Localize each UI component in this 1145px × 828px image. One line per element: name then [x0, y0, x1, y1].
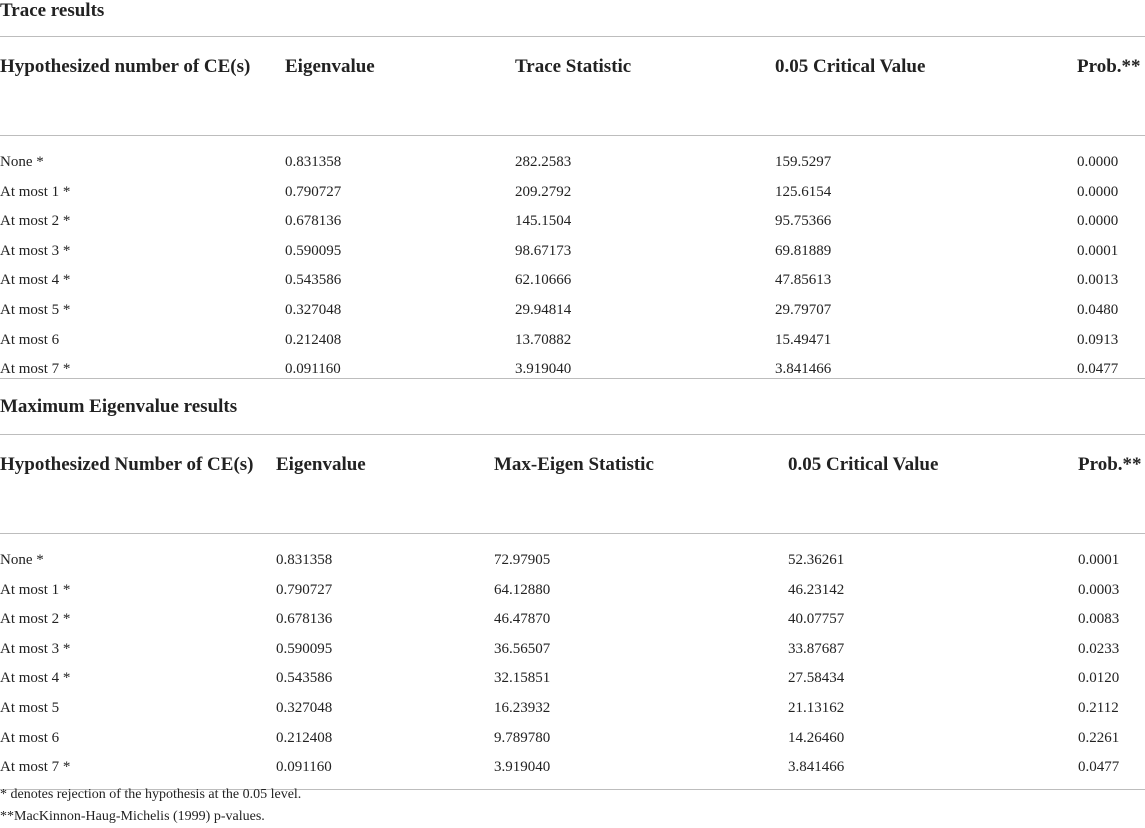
table-cell: 0.831358	[285, 154, 342, 170]
table-cell: 0.0477	[1077, 361, 1119, 378]
table-cell: 0.0000	[1077, 183, 1119, 200]
table-cell: 98.67173	[515, 242, 572, 259]
table-row	[0, 546, 1145, 576]
table-row	[0, 296, 1145, 326]
table-cell: At most 6	[0, 729, 60, 746]
table-cell: 0.2261	[1078, 729, 1120, 746]
table-cell: 69.81889	[775, 242, 832, 259]
note-rejection: * denotes rejection of the hypothesis at the 0.05 level.	[0, 787, 302, 802]
table-cell: 27.58434	[788, 670, 845, 687]
table-cell: At most 6	[0, 331, 60, 348]
table-cell: 16.23932	[494, 699, 551, 716]
table-cell: At most 5 *	[0, 301, 71, 318]
table-cell: At most 4 *	[0, 670, 71, 687]
table-row	[0, 605, 1145, 635]
table-cell: 0.0083	[1078, 611, 1120, 628]
table-row	[0, 664, 1145, 694]
table-cell: 125.6154	[775, 183, 832, 200]
table-cell: 0.212408	[285, 331, 342, 348]
note-pvalues: **MacKinnon-Haug-Michelis (1999) p-values.	[0, 809, 265, 824]
maxeigen-results-section	[0, 378, 1145, 790]
table-cell: 0.2112	[1078, 699, 1119, 716]
table-cell: 3.841466	[788, 759, 845, 776]
table-cell: At most 2 *	[0, 213, 71, 230]
table-cell: 72.97905	[494, 552, 551, 568]
table-row	[0, 576, 1145, 606]
col-max-eigen-statistic: Max-Eigen Statistic	[494, 454, 654, 475]
table-cell: 15.49471	[775, 331, 832, 348]
col-prob: Prob.**	[1077, 56, 1141, 77]
table-cell: 13.70882	[515, 331, 572, 348]
trace-results-body	[0, 136, 1145, 385]
table-cell: 0.678136	[285, 213, 342, 230]
table-cell: 52.36261	[788, 552, 845, 568]
table-cell: None *	[0, 154, 44, 170]
maxeigen-results-title: Maximum Eigenvalue results	[0, 396, 238, 417]
table-cell: 36.56507	[494, 640, 551, 657]
table-cell: 0.091160	[276, 759, 332, 776]
col-hypothesized: Hypothesized Number of CE(s)	[0, 454, 254, 475]
table-cell: 40.07757	[788, 611, 845, 628]
table-cell: 145.1504	[515, 213, 572, 230]
table-cell: 9.789780	[494, 729, 551, 746]
table-cell: 0.590095	[276, 640, 333, 657]
table-cell: 0.327048	[276, 699, 333, 716]
table-cell: At most 7 *	[0, 759, 71, 776]
table-row	[0, 178, 1145, 208]
table-cell: 0.543586	[285, 272, 342, 289]
table-cell: 62.10666	[515, 272, 572, 289]
table-cell: 0.590095	[285, 242, 342, 259]
table-cell: 3.841466	[775, 361, 832, 378]
table-cell: 0.0913	[1077, 331, 1119, 348]
table-cell: 0.0480	[1077, 301, 1119, 318]
table-cell: 0.212408	[276, 729, 333, 746]
table-cell: 0.0000	[1077, 213, 1119, 230]
table-cell: 95.75366	[775, 213, 832, 230]
table-cell: 32.15851	[494, 670, 551, 687]
table-cell: At most 1 *	[0, 581, 71, 598]
table-row	[0, 753, 1145, 783]
table-cell: 0.790727	[285, 183, 342, 200]
table-cell: 0.0003	[1078, 581, 1120, 598]
table-cell: At most 2 *	[0, 611, 71, 628]
table-cell: 33.87687	[788, 640, 845, 657]
table-row	[0, 724, 1145, 754]
table-row	[0, 237, 1145, 267]
table-cell: 0.543586	[276, 670, 333, 687]
table-cell: 29.94814	[515, 301, 572, 318]
maxeigen-results-body	[0, 534, 1145, 783]
col-hypothesized: Hypothesized number of CE(s)	[0, 56, 251, 77]
table-cell: 0.678136	[276, 611, 333, 628]
table-cell: At most 3 *	[0, 242, 71, 259]
table-row	[0, 635, 1145, 665]
table-cell: 0.091160	[285, 361, 341, 378]
col-critical-value: 0.05 Critical Value	[788, 454, 939, 475]
table-cell: At most 4 *	[0, 272, 71, 289]
table-cell: None *	[0, 552, 44, 568]
table-row	[0, 266, 1145, 296]
table-cell: At most 1 *	[0, 183, 71, 200]
trace-results-section	[0, 0, 1145, 385]
col-eigenvalue: Eigenvalue	[276, 454, 366, 475]
table-cell: At most 7 *	[0, 361, 71, 378]
table-row	[0, 694, 1145, 724]
table-cell: 209.2792	[515, 183, 572, 200]
table-cell: 0.327048	[285, 301, 342, 318]
table-cell: 29.79707	[775, 301, 832, 318]
table-cell: At most 3 *	[0, 640, 71, 657]
col-prob: Prob.**	[1078, 454, 1142, 475]
table-cell: 0.0001	[1077, 242, 1119, 259]
table-row	[0, 207, 1145, 237]
trace-results-table	[0, 37, 1145, 385]
table-cell: 3.919040	[515, 361, 572, 378]
col-critical-value: 0.05 Critical Value	[775, 56, 926, 77]
table-cell: 64.12880	[494, 581, 551, 598]
table-cell: 46.23142	[788, 581, 845, 598]
table-cell: 21.13162	[788, 699, 845, 716]
maxeigen-results-table	[0, 435, 1145, 783]
col-trace-statistic: Trace Statistic	[515, 56, 632, 77]
table-cell: 47.85613	[775, 272, 832, 289]
table-cell: 14.26460	[788, 729, 845, 746]
col-eigenvalue: Eigenvalue	[285, 56, 375, 77]
table-notes	[0, 784, 301, 828]
table-cell: At most 5	[0, 699, 60, 716]
table-cell: 159.5297	[775, 154, 832, 170]
table-cell: 0.0001	[1078, 552, 1120, 568]
table-row	[0, 148, 1145, 178]
table-cell: 0.0000	[1077, 154, 1119, 170]
table-cell: 0.0477	[1078, 759, 1120, 776]
table-cell: 0.790727	[276, 581, 333, 598]
table-cell: 0.0013	[1077, 272, 1119, 289]
table-cell: 0.0233	[1078, 640, 1120, 657]
table-cell: 46.47870	[494, 611, 551, 628]
table-cell: 0.831358	[276, 552, 333, 568]
table-cell: 282.2583	[515, 154, 572, 170]
table-cell: 0.0120	[1078, 670, 1120, 687]
trace-results-title: Trace results	[0, 0, 105, 21]
table-cell: 3.919040	[494, 759, 551, 776]
table-row	[0, 326, 1145, 356]
